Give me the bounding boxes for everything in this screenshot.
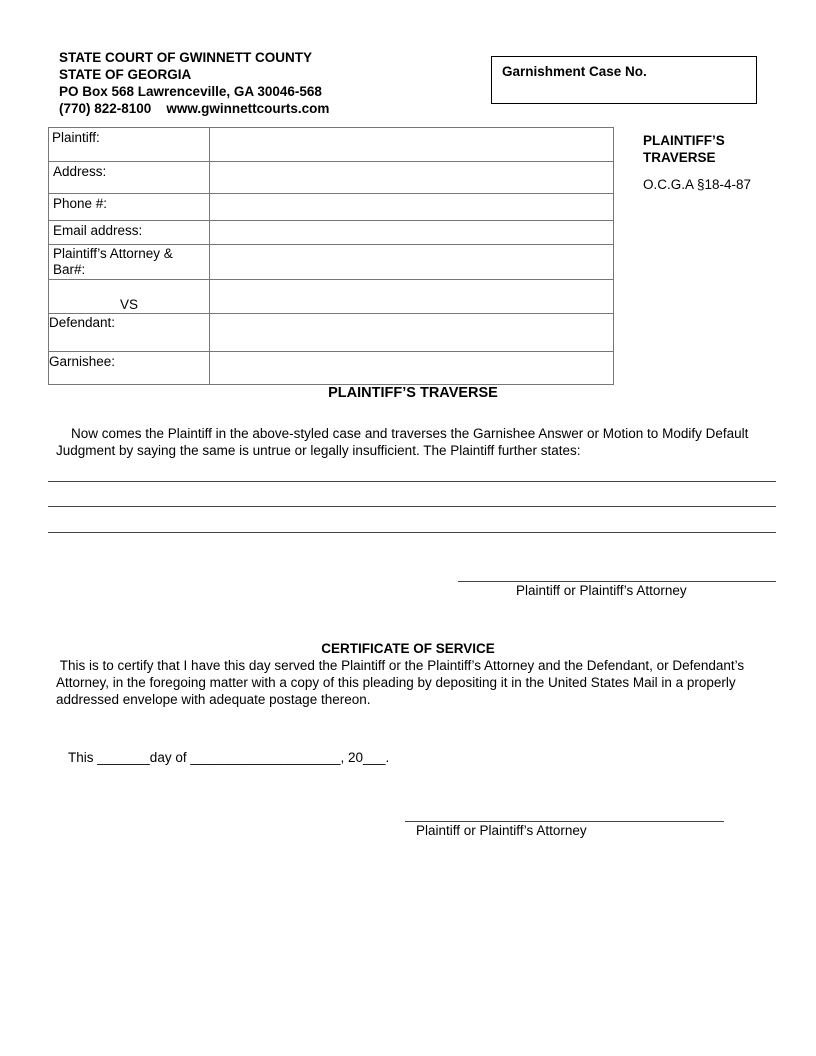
- form-title-right: PLAINTIFF’S TRAVERSE: [643, 133, 725, 165]
- court-address: PO Box 568 Lawrenceville, GA 30046-568: [59, 84, 322, 99]
- court-header: [59, 49, 329, 117]
- table-row: [49, 128, 614, 162]
- address-field[interactable]: [210, 162, 614, 194]
- versus-field[interactable]: [210, 280, 614, 314]
- court-state: STATE OF GEORGIA: [59, 67, 192, 82]
- statement-line-1[interactable]: [48, 481, 776, 482]
- page-title: PLAINTIFF’S TRAVERSE: [328, 385, 498, 401]
- email-label: Email address:: [53, 223, 143, 238]
- statute-reference: O.C.G.A §18-4-87: [643, 177, 752, 192]
- signature-line-2[interactable]: [405, 821, 724, 822]
- attorney-label: Plaintiff’s Attorney & Bar#:: [53, 246, 173, 277]
- plaintiff-field[interactable]: [210, 128, 614, 162]
- attorney-field[interactable]: [210, 245, 614, 280]
- garnishee-label: Garnishee:: [49, 354, 116, 369]
- signature-line-1[interactable]: [458, 581, 776, 582]
- phone-label: Phone #:: [53, 196, 108, 211]
- plaintiff-label: Plaintiff:: [52, 130, 100, 145]
- table-row: [49, 221, 614, 245]
- table-row: [49, 314, 614, 352]
- statement-line-2[interactable]: [48, 506, 776, 507]
- certificate-text: This is to certify that I have this day served the Plaintiff or the Plaintiff’s Attorney and the Defendant, or Defendant’s Attorney, in the foregoing matter with a copy of this pleading by depositing it in the United States Mail in a properly addressed envelope with adequate postage thereon.: [56, 658, 745, 707]
- table-row: [49, 245, 614, 280]
- certificate-title: CERTIFICATE OF SERVICE: [321, 641, 495, 656]
- court-name: STATE COURT OF GWINNETT COUNTY: [59, 50, 312, 65]
- email-field[interactable]: [210, 221, 614, 245]
- signature-label-2: Plaintiff or Plaintiff’s Attorney: [416, 823, 587, 838]
- case-number-label: Garnishment Case No.: [502, 64, 647, 79]
- traverse-statement: Now comes the Plaintiff in the above-styled case and traverses the Garnishee Answer or Motion to Modify Default Judgment by saying the same is untrue or legally insufficient. The Plaintiff further states:: [56, 426, 749, 458]
- case-number-box[interactable]: [491, 56, 757, 104]
- table-row: [49, 280, 614, 314]
- defendant-label: Defendant:: [49, 315, 116, 330]
- table-row: [49, 162, 614, 194]
- table-row: [49, 194, 614, 221]
- address-label: Address:: [53, 164, 107, 179]
- garnishee-field[interactable]: [210, 352, 614, 385]
- caption-table: [48, 127, 614, 385]
- signature-label-1: Plaintiff or Plaintiff’s Attorney: [516, 583, 687, 598]
- defendant-field[interactable]: [210, 314, 614, 352]
- court-contact: (770) 822-8100 www.gwinnettcourts.com: [59, 101, 330, 116]
- date-line[interactable]: This _______day of ____________________, 20___.: [68, 750, 390, 765]
- table-row: [49, 352, 614, 385]
- phone-field[interactable]: [210, 194, 614, 221]
- versus-label: VS: [120, 297, 139, 312]
- statement-line-3[interactable]: [48, 532, 776, 533]
